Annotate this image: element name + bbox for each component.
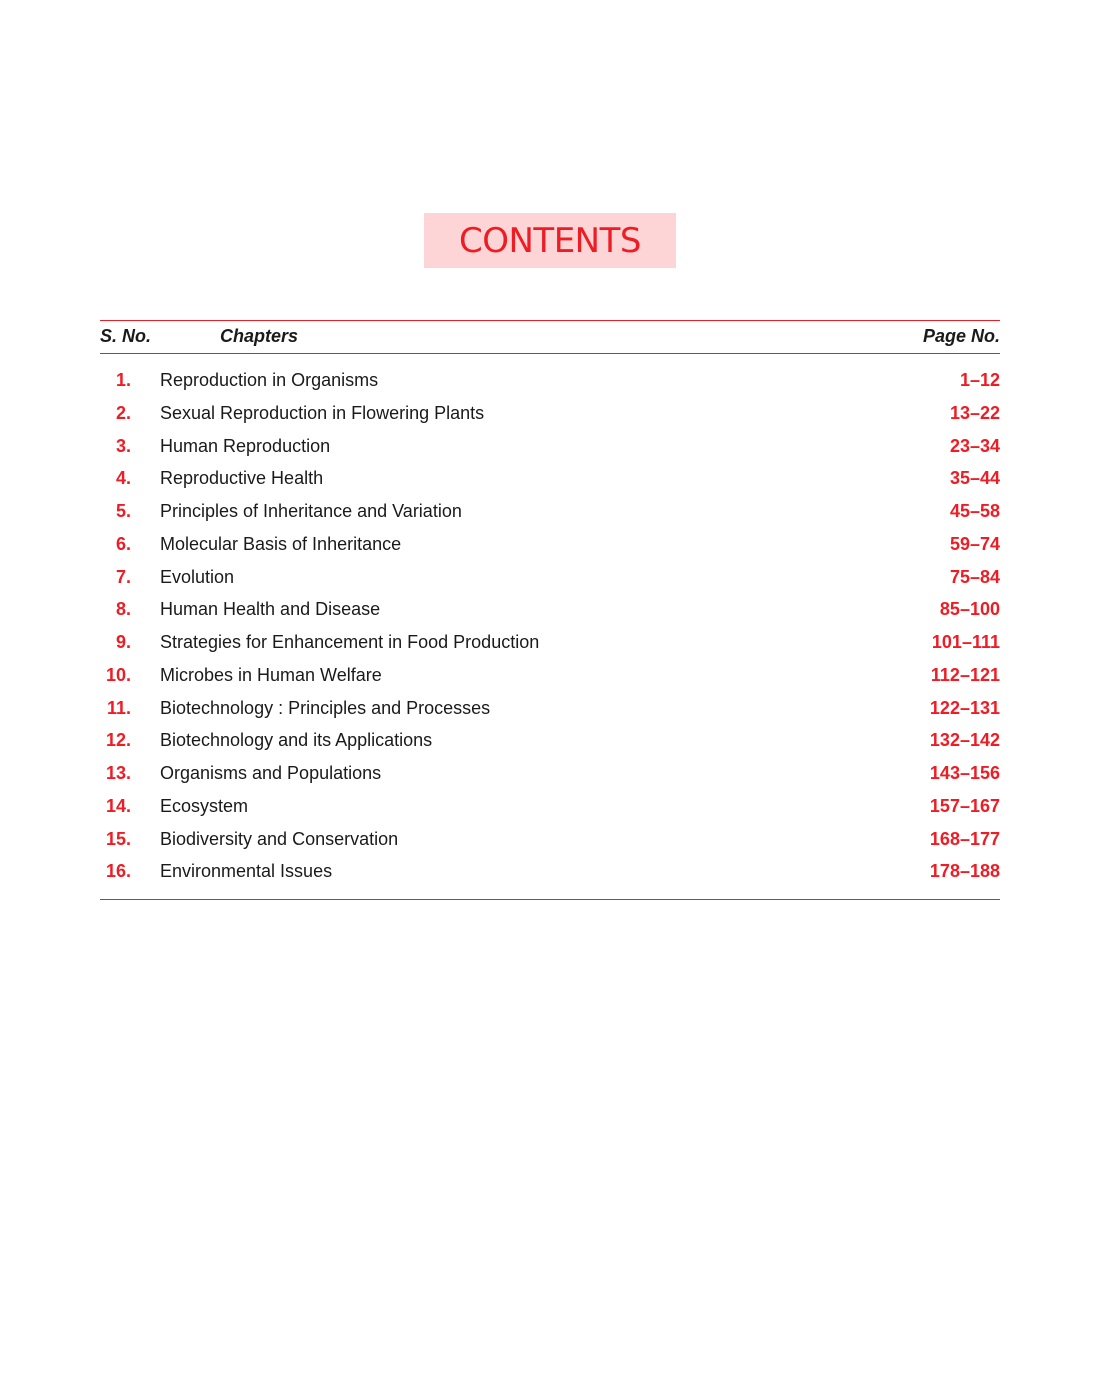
contents-row[interactable] xyxy=(100,857,1000,890)
row-pages: 45–58 xyxy=(949,501,1000,521)
row-chapter[interactable]: Organisms and Populations xyxy=(160,763,382,783)
row-pages: 1–12 xyxy=(959,370,1000,390)
row-sno: 5. xyxy=(115,501,131,521)
row-sno: 3. xyxy=(115,435,131,456)
row-chapter[interactable]: Ecosystem xyxy=(160,795,249,816)
row-sno: 14. xyxy=(105,795,131,816)
row-chapter[interactable]: Microbes in Human Welfare xyxy=(160,664,382,685)
header-page-no: Page No. xyxy=(922,326,1000,346)
row-sno: 7. xyxy=(115,566,131,587)
contents-row[interactable] xyxy=(100,825,1000,858)
row-chapter[interactable]: Reproductive Health xyxy=(160,468,324,489)
contents-row[interactable] xyxy=(100,792,1000,825)
contents-row[interactable] xyxy=(100,399,1000,432)
header-chapters: Chapters xyxy=(220,326,299,346)
row-pages: 13–22 xyxy=(949,402,1000,423)
row-chapter[interactable]: Biodiversity and Conservation xyxy=(160,828,399,849)
row-sno: 9. xyxy=(115,632,131,652)
row-pages: 101–111 xyxy=(931,632,1000,652)
row-pages: 59–74 xyxy=(949,533,1000,554)
row-pages: 132–142 xyxy=(929,730,1000,751)
row-sno: 13. xyxy=(105,763,131,783)
contents-row[interactable] xyxy=(100,530,1000,563)
header-sno: S. No. xyxy=(100,326,152,346)
contents-list xyxy=(100,366,1000,890)
row-sno: 4. xyxy=(115,468,131,489)
row-chapter[interactable]: Biotechnology : Principles and Processes xyxy=(160,697,491,718)
row-sno: 6. xyxy=(115,533,131,554)
contents-row[interactable] xyxy=(100,628,1000,661)
contents-row[interactable] xyxy=(100,366,1000,399)
contents-row[interactable] xyxy=(100,497,1000,530)
row-pages: 143–156 xyxy=(929,763,1000,783)
contents-row[interactable] xyxy=(100,726,1000,759)
row-chapter[interactable]: Human Health and Disease xyxy=(160,599,381,620)
contents-row[interactable] xyxy=(100,595,1000,628)
row-pages: 23–34 xyxy=(949,435,1000,456)
page-title: CONTENTS xyxy=(459,220,641,261)
row-chapter[interactable]: Sexual Reproduction in Flowering Plants xyxy=(160,402,485,423)
row-pages: 157–167 xyxy=(929,795,1000,816)
table-top-rule xyxy=(100,320,1000,321)
row-sno: 12. xyxy=(105,730,131,751)
row-pages: 85–100 xyxy=(939,599,1000,620)
row-sno: 2. xyxy=(115,402,131,423)
contents-row[interactable] xyxy=(100,563,1000,596)
row-pages: 75–84 xyxy=(949,566,1000,587)
row-pages: 112–121 xyxy=(930,664,1000,685)
row-sno: 1. xyxy=(115,370,131,390)
row-sno: 15. xyxy=(105,828,131,849)
row-chapter[interactable]: Human Reproduction xyxy=(160,435,331,456)
contents-row[interactable] xyxy=(100,661,1000,694)
row-sno: 8. xyxy=(115,599,131,620)
table-header xyxy=(100,324,1000,350)
contents-title-box xyxy=(424,213,676,268)
row-pages: 35–44 xyxy=(949,468,1000,489)
table-header-rule xyxy=(100,353,1000,354)
row-chapter[interactable]: Evolution xyxy=(160,566,235,587)
row-chapter[interactable]: Molecular Basis of Inheritance xyxy=(160,533,402,554)
row-chapter[interactable]: Reproduction in Organisms xyxy=(160,370,379,390)
row-chapter[interactable]: Principles of Inheritance and Variation xyxy=(160,501,462,521)
contents-row[interactable] xyxy=(100,464,1000,497)
row-chapter[interactable]: Environmental Issues xyxy=(160,861,333,882)
row-sno: 10. xyxy=(105,664,131,685)
row-pages: 122–131 xyxy=(929,697,1000,718)
row-sno: 16. xyxy=(105,861,131,882)
row-pages: 178–188 xyxy=(929,861,1000,882)
contents-row[interactable] xyxy=(100,759,1000,792)
row-chapter[interactable]: Strategies for Enhancement in Food Production xyxy=(160,632,540,652)
row-sno: 11. xyxy=(106,697,131,718)
table-bottom-rule xyxy=(100,899,1000,900)
contents-row[interactable] xyxy=(100,694,1000,727)
row-chapter[interactable]: Biotechnology and its Applications xyxy=(160,730,433,751)
row-pages: 168–177 xyxy=(929,828,1000,849)
contents-row[interactable] xyxy=(100,432,1000,465)
